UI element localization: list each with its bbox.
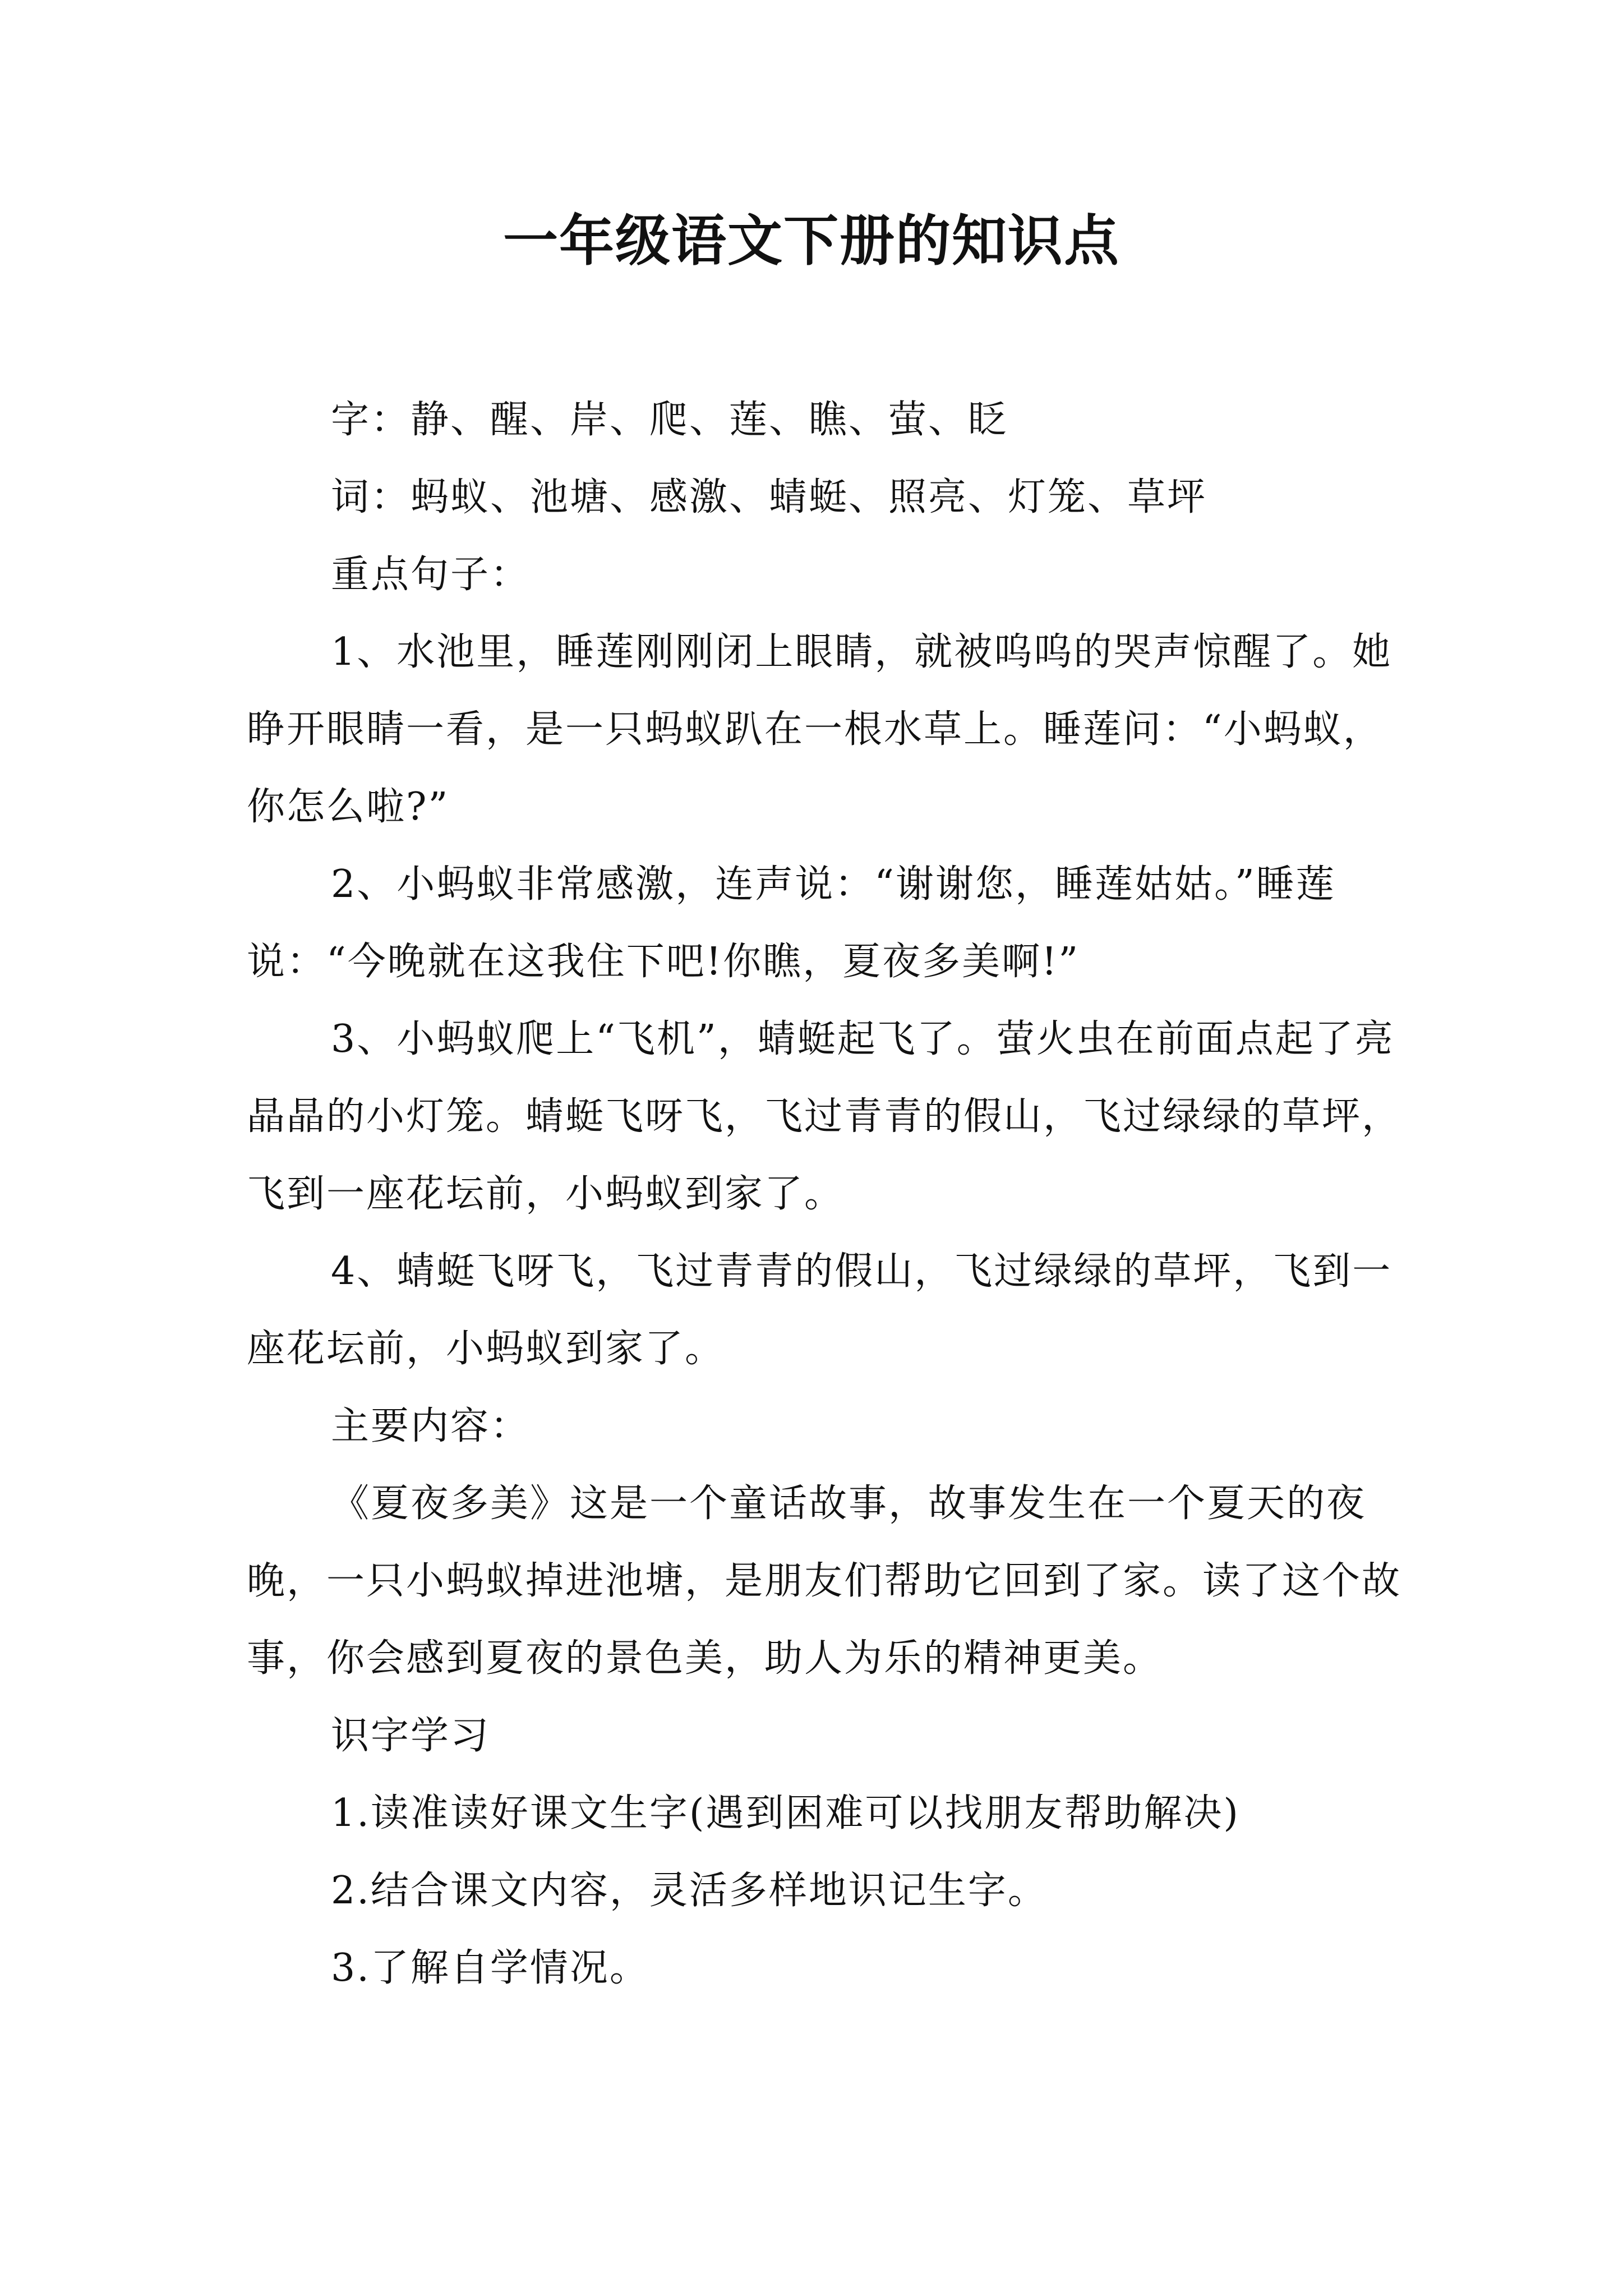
main-content-text: 《夏夜多美》这是一个童话故事，故事发生在一个夏天的夜晚，一只小蚂蚁掉进池塘，是朋友们帮助它回到了家。读了这个故事，你会感到夏夜的景色美，助人为乐的精神更美。 xyxy=(247,1481,1402,1681)
study-item-2: 2.结合课文内容，灵活多样地识记生字。 xyxy=(331,1869,1048,1913)
key-sentence-1: 1、水池里，睡莲刚刚闭上眼睛，就被呜呜的哭声惊醒了。她睁开眼睛一看，是一只蚂蚁趴在一根水草上。睡莲问：“小蚂蚁，你怎么啦?” xyxy=(247,630,1393,829)
key-sentence-2: 2、小蚂蚁非常感激，连声说：“谢谢您，睡莲姑姑。”睡莲说：“今晚就在这我住下吧!你瞧，夏夜多美啊!” xyxy=(247,862,1336,984)
key-sentence-4: 4、蜻蜓飞呀飞，飞过青青的假山，飞过绿绿的草坪，飞到一座花坛前，小蚂蚁到家了。 xyxy=(247,1249,1393,1371)
heading-main-content: 主要内容： xyxy=(331,1404,531,1448)
study-item-1: 1.读准读好课文生字(遇到困难可以找朋友帮助解决) xyxy=(331,1791,1240,1835)
paragraph-characters: 字：静、醒、岸、爬、莲、瞧、萤、眨 xyxy=(331,398,1008,442)
key-sentence-3: 3、小蚂蚁爬上“飞机”，蜻蜓起飞了。萤火虫在前面点起了亮晶晶的小灯笼。蜻蜓飞呀飞，飞过青青的假山，飞过绿绿的草坪，飞到一座花坛前，小蚂蚁到家了。 xyxy=(247,1017,1402,1216)
document-title: 一年级语文下册的知识点 xyxy=(502,209,1120,273)
paragraph-words: 词：蚂蚁、池塘、感激、蜻蜓、照亮、灯笼、草坪 xyxy=(331,475,1207,519)
study-item-3: 3.了解自学情况。 xyxy=(331,1946,649,1990)
heading-key-sentences: 重点句子： xyxy=(331,553,531,597)
heading-literacy-study: 识字学习 xyxy=(331,1714,491,1758)
document-body xyxy=(247,381,1413,2007)
